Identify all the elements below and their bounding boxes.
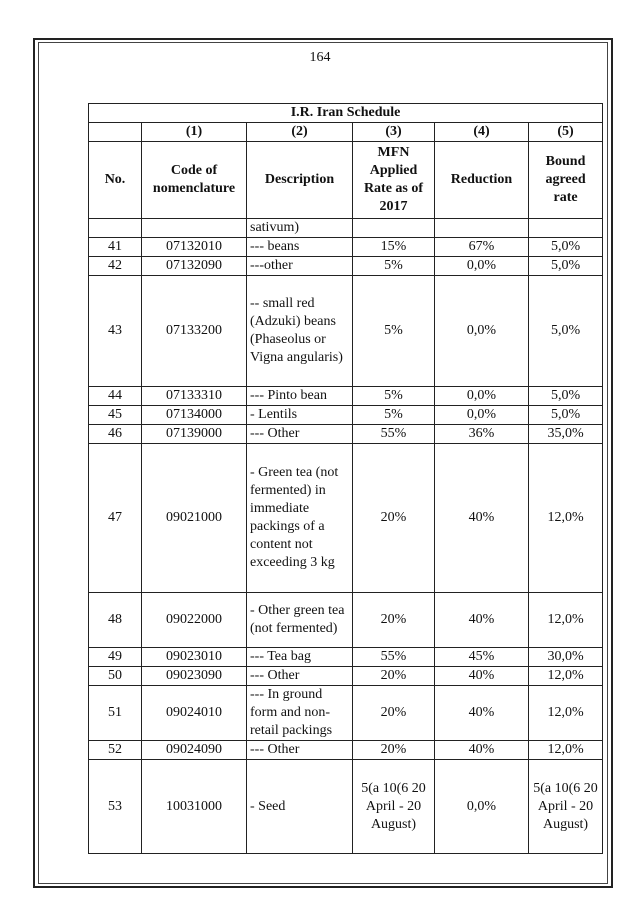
column-number: (2) [247,123,353,142]
row-code: 09022000 [142,593,247,648]
row-mfn-rate: 5% [353,387,435,406]
header-mfn-rate: MFN Applied Rate as of 2017 [353,142,435,219]
row-bound-rate: 5,0% [529,276,603,387]
row-mfn-rate: 5% [353,276,435,387]
column-number: (3) [353,123,435,142]
row-bound-rate: 5(a 10(6 20 April - 20 August) [529,760,603,854]
row-code: 07133200 [142,276,247,387]
row-reduction: 67% [435,238,529,257]
header-row [89,142,603,219]
table-row [89,276,603,387]
row-description: --- Pinto bean [247,387,353,406]
row-description: - Other green tea (not fermented) [247,593,353,648]
row-code: 07133310 [142,387,247,406]
row-reduction: 0,0% [435,257,529,276]
row-mfn-rate: 20% [353,686,435,741]
row-bound-rate: 5,0% [529,257,603,276]
row-reduction: 45% [435,648,529,667]
page-number: 164 [309,50,331,65]
row-mfn-rate: 20% [353,667,435,686]
row-description: --- beans [247,238,353,257]
table-row [89,741,603,760]
column-number: (1) [142,123,247,142]
row-mfn-rate: 15% [353,238,435,257]
header-bound-rate: Bound agreed rate [529,142,603,219]
header-code: Code of nomenclature [142,142,247,219]
row-bound-rate: 5,0% [529,406,603,425]
table-row [89,593,603,648]
table-row [89,667,603,686]
row-number: 42 [89,257,142,276]
row-mfn-rate: 20% [353,444,435,593]
row-bound-rate: 5,0% [529,238,603,257]
row-description: --- Tea bag [247,648,353,667]
row-description: --- Other [247,667,353,686]
row-description: --- Other [247,741,353,760]
row-bound-rate: 12,0% [529,444,603,593]
row-description: --- In ground form and non-retail packings [247,686,353,741]
row-mfn-rate: 5(a 10(6 20 April - 20 August) [353,760,435,854]
table-row [89,648,603,667]
row-description: --- Other [247,425,353,444]
row-number: 46 [89,425,142,444]
row-bound-rate: 30,0% [529,648,603,667]
row-reduction: 36% [435,425,529,444]
row-reduction: 40% [435,444,529,593]
continuation-row [89,219,603,238]
header-description: Description [247,142,353,219]
row-description: - Seed [247,760,353,854]
row-bound-rate: 5,0% [529,387,603,406]
row-number: 41 [89,238,142,257]
header-no: No. [89,142,142,219]
row-code: 09021000 [142,444,247,593]
row-number: 52 [89,741,142,760]
row-number: 44 [89,387,142,406]
row-code: 07132010 [142,238,247,257]
row-mfn-rate: 5% [353,406,435,425]
row-code: 09023010 [142,648,247,667]
column-number-row [89,123,603,142]
continuation-text: sativum) [247,219,353,238]
row-number: 48 [89,593,142,648]
row-reduction: 0,0% [435,406,529,425]
row-code: 10031000 [142,760,247,854]
table-row [89,257,603,276]
row-code: 07134000 [142,406,247,425]
row-code: 07132090 [142,257,247,276]
row-bound-rate: 12,0% [529,686,603,741]
row-reduction: 40% [435,741,529,760]
row-bound-rate: 12,0% [529,741,603,760]
row-code: 07139000 [142,425,247,444]
row-number: 49 [89,648,142,667]
row-code: 09023090 [142,667,247,686]
header-reduction: Reduction [435,142,529,219]
row-description: - Green tea (not fermented) in immediate packings of a content not exceeding 3 kg [247,444,353,593]
schedule-table [88,103,603,854]
row-mfn-rate: 20% [353,593,435,648]
row-number: 45 [89,406,142,425]
row-description: -- small red (Adzuki) beans (Phaseolus or Vigna angularis) [247,276,353,387]
row-bound-rate: 12,0% [529,667,603,686]
table-row [89,760,603,854]
row-code: 09024090 [142,741,247,760]
row-mfn-rate: 55% [353,425,435,444]
row-number: 50 [89,667,142,686]
row-mfn-rate: 5% [353,257,435,276]
row-reduction: 0,0% [435,276,529,387]
row-reduction: 40% [435,686,529,741]
table-row [89,686,603,741]
column-number: (5) [529,123,603,142]
row-number: 43 [89,276,142,387]
row-mfn-rate: 20% [353,741,435,760]
row-description: ---other [247,257,353,276]
row-reduction: 40% [435,593,529,648]
row-reduction: 40% [435,667,529,686]
table-row [89,238,603,257]
column-number: (4) [435,123,529,142]
row-reduction: 0,0% [435,387,529,406]
row-number: 47 [89,444,142,593]
row-reduction: 0,0% [435,760,529,854]
row-bound-rate: 35,0% [529,425,603,444]
row-bound-rate: 12,0% [529,593,603,648]
table-title: I.R. Iran Schedule [89,104,603,123]
row-number: 53 [89,760,142,854]
table-row [89,406,603,425]
row-code: 09024010 [142,686,247,741]
row-number: 51 [89,686,142,741]
table-row [89,425,603,444]
row-description: - Lentils [247,406,353,425]
table-row [89,387,603,406]
row-mfn-rate: 55% [353,648,435,667]
column-number [89,123,142,142]
table-row [89,444,603,593]
